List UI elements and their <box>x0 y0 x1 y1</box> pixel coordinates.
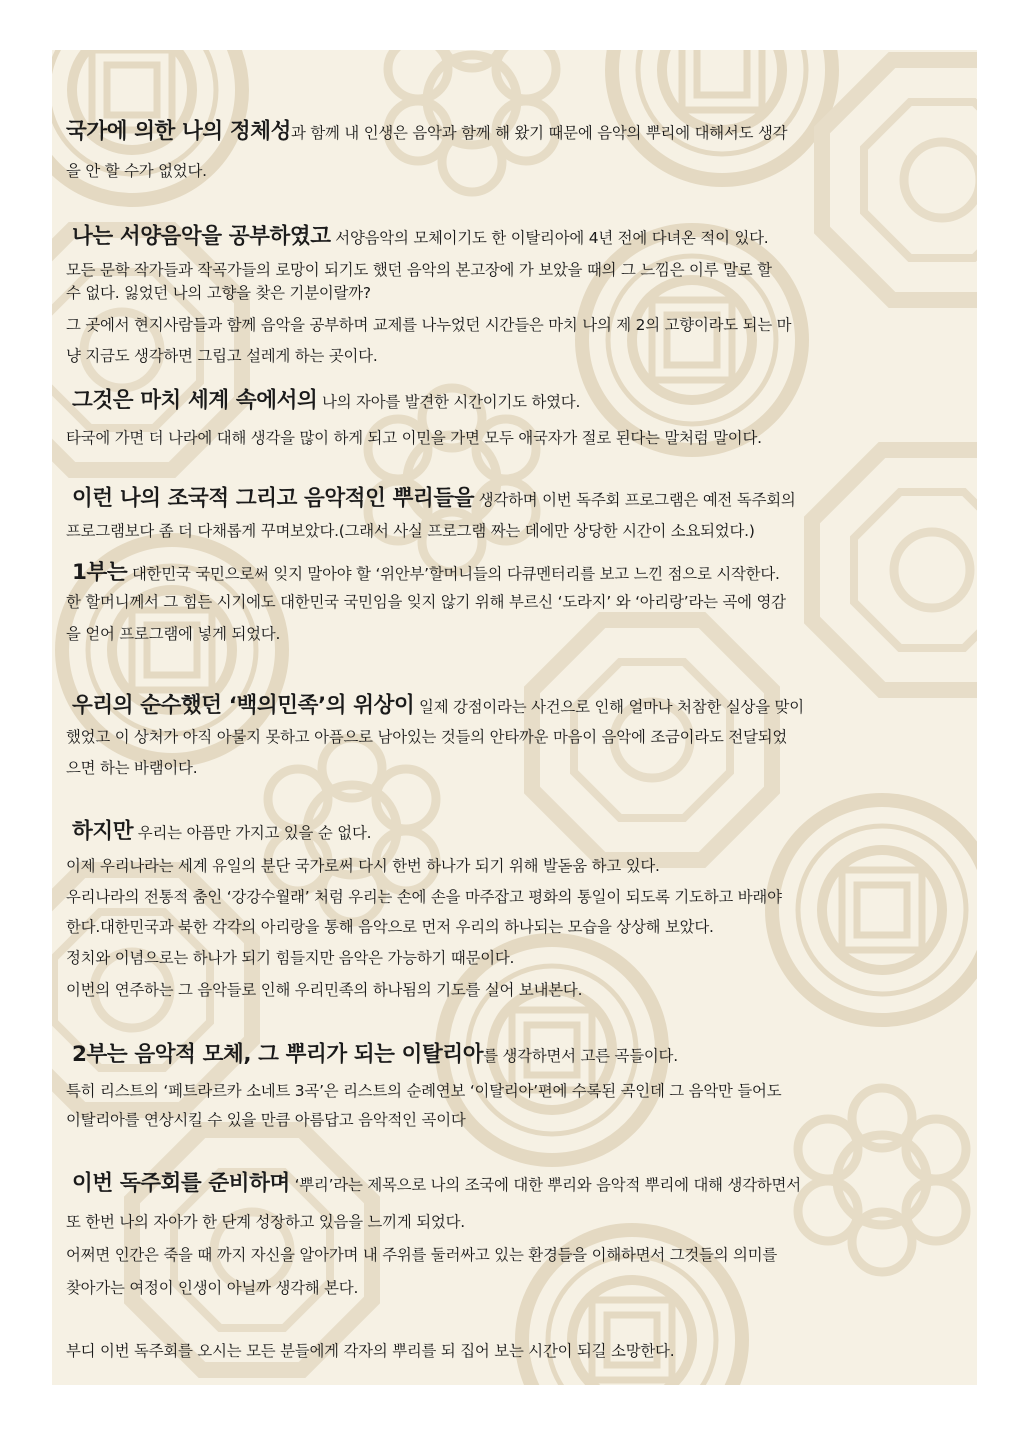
text-line <box>66 1080 781 1102</box>
body-text: 수 없다. 잃었던 나의 고향을 찾은 기분이랄까? <box>66 284 371 302</box>
text-line <box>72 1044 678 1067</box>
body-text: 이제 우리나라는 세계 유일의 분단 국가로써 다시 한번 하나가 되기 위해 발돋움 하고 있다. <box>66 857 660 875</box>
body-text: 우리나라의 전통적 춤인 ‘강강수월래’ 처럼 우리는 손에 손을 마주잡고 평화의 통일이 되도록 기도하고 바래야 <box>66 888 782 906</box>
body-text: 했었고 이 상처가 아직 아물지 못하고 아픔으로 남아있는 것들의 안타까운 마음이 음악에 조금이라도 전달되었 <box>66 728 788 746</box>
emphasized-phrase: 국가에 의한 나의 정체성 <box>66 119 291 144</box>
text-line <box>66 726 787 748</box>
text-line <box>66 345 378 367</box>
body-text: 나의 자아를 발견한 시간이기도 하였다. <box>317 393 581 411</box>
body-text: 를 생각하면서 고른 곡들이다. <box>483 1047 678 1065</box>
body-text: 어쩌면 인간은 죽을 때 까지 자신을 알아가며 내 주위를 둘러싸고 있는 환경들을 이해하면서 그것들의 의미를 <box>66 1246 778 1264</box>
text-line <box>72 821 371 844</box>
body-text: 냥 지금도 생각하면 그립고 설레게 하는 곳이다. <box>66 347 378 365</box>
body-text: 을 안 할 수가 없었다. <box>66 162 207 180</box>
text-line <box>72 390 580 413</box>
text-line <box>66 979 582 1001</box>
text-line <box>66 591 786 613</box>
text-line <box>66 947 514 969</box>
body-text: 정치와 이념으로는 하나가 되기 힘들지만 음악은 가능하기 때문이다. <box>66 949 515 967</box>
emphasized-phrase: 이번 독주회를 준비하며 <box>72 1171 290 1196</box>
text-line <box>66 623 280 645</box>
text-line <box>66 916 714 938</box>
emphasized-phrase: 나는 서양음악을 공부하였고 <box>72 224 331 249</box>
emphasized-phrase: 우리의 순수했던 ‘백의민족’의 위상이 <box>72 693 415 718</box>
text-line <box>72 226 768 249</box>
body-text: 타국에 가면 더 나라에 대해 생각을 많이 하게 되고 이민을 가면 모두 애국자가 절로 된다는 말처럼 말이다. <box>66 429 762 447</box>
body-text: 특히 리스트의 ‘페트라르카 소네트 3곡’은 리스트의 순례연보 ‘이탈리아’편에 수록된 곡인데 그 음악만 들어도 <box>66 1082 782 1100</box>
text-line <box>66 121 787 144</box>
emphasized-phrase: 하지만 <box>72 819 134 844</box>
body-text: 과 함께 내 인생은 음악과 함께 해 왔기 때문에 음악의 뿌리에 대해서도 생각 <box>290 124 788 142</box>
text-line <box>66 1244 777 1266</box>
text-line <box>66 886 782 908</box>
document-body <box>52 50 977 1385</box>
text-line <box>66 160 207 182</box>
emphasized-phrase: 그것은 마치 세계 속에서의 <box>72 388 318 413</box>
document-page <box>52 50 977 1385</box>
body-text: 이번의 연주하는 그 음악들로 인해 우리민족의 하나됨의 기도를 실어 보내본다. <box>66 981 583 999</box>
body-text: 그 곳에서 현지사람들과 함께 음악을 공부하며 교제를 나누었던 시간들은 마치 나의 제 2의 고향이라도 되는 마 <box>66 316 792 334</box>
body-text: 으면 하는 바램이다. <box>66 759 198 777</box>
body-text: 프로그램보다 좀 더 다채롭게 꾸며보았다.(그래서 사실 프로그램 짜는 데에만 상당한 시간이 소요되었다.) <box>66 522 755 540</box>
text-line <box>66 1277 358 1299</box>
text-line <box>72 1173 801 1196</box>
text-line <box>66 259 772 281</box>
body-text: 한 할머니께서 그 힘든 시기에도 대한민국 국민임을 잊지 않기 위해 부르신 ‘도라지’ 와 ‘아리랑’라는 곡에 영감 <box>66 593 786 611</box>
body-text: 또 한번 나의 자아가 한 단계 성장하고 있음을 느끼게 되었다. <box>66 1213 465 1231</box>
body-text: 서양음악의 모체이기도 한 이탈리아에 4년 전에 다녀온 적이 있다. <box>330 229 769 247</box>
text-line <box>66 855 660 877</box>
body-text: 부디 이번 독주회를 오시는 모든 분들에게 각자의 뿌리를 되 집어 보는 시간이 되길 소망한다. <box>66 1342 675 1360</box>
text-line <box>66 282 371 304</box>
body-text: 대한민국 국민으로써 잊지 말아야 할 ‘위안부’할머니들의 다큐멘터리를 보고 느낀 점으로 시작한다. <box>127 565 780 583</box>
body-text: 한다.대한민국과 북한 각각의 아리랑을 통해 음악으로 먼저 우리의 하나되는 모습을 상상해 보았다. <box>66 918 714 936</box>
text-line <box>66 1211 465 1233</box>
text-line <box>66 314 791 336</box>
body-text: ‘뿌리’라는 제목으로 나의 조국에 대한 뿌리와 음악적 뿌리에 대해 생각하면서 <box>289 1176 801 1194</box>
text-line <box>72 695 804 718</box>
body-text: 일제 강점이라는 사건으로 인해 얼마나 처참한 실상을 맞이 <box>414 698 804 716</box>
body-text: 을 얻어 프로그램에 넣게 되었다. <box>66 625 281 643</box>
body-text: 우리는 아픔만 가지고 있을 순 없다. <box>133 824 372 842</box>
body-text: 생각하며 이번 독주회 프로그램은 예전 독주회의 <box>474 491 796 509</box>
text-line <box>66 1340 674 1362</box>
emphasized-phrase: 1부는 <box>72 560 128 585</box>
text-line <box>66 427 762 449</box>
emphasized-phrase: 2부는 음악적 모체, 그 뿌리가 되는 이탈리아 <box>72 1042 484 1067</box>
text-line <box>66 757 197 779</box>
body-text: 이탈리아를 연상시킬 수 있을 만큼 아름답고 음악적인 곡이다 <box>66 1111 466 1129</box>
text-line <box>66 1109 466 1131</box>
text-line <box>72 562 780 585</box>
body-text: 찾아가는 여정이 인생이 아닐까 생각해 본다. <box>66 1279 359 1297</box>
text-line <box>66 520 755 542</box>
body-text: 모든 문학 작가들과 작곡가들의 로망이 되기도 했던 음악의 본고장에 가 보았을 때의 그 느낌은 이루 말로 할 <box>66 261 772 279</box>
text-line <box>72 488 796 511</box>
emphasized-phrase: 이런 나의 조국적 그리고 음악적인 뿌리들을 <box>72 486 475 511</box>
